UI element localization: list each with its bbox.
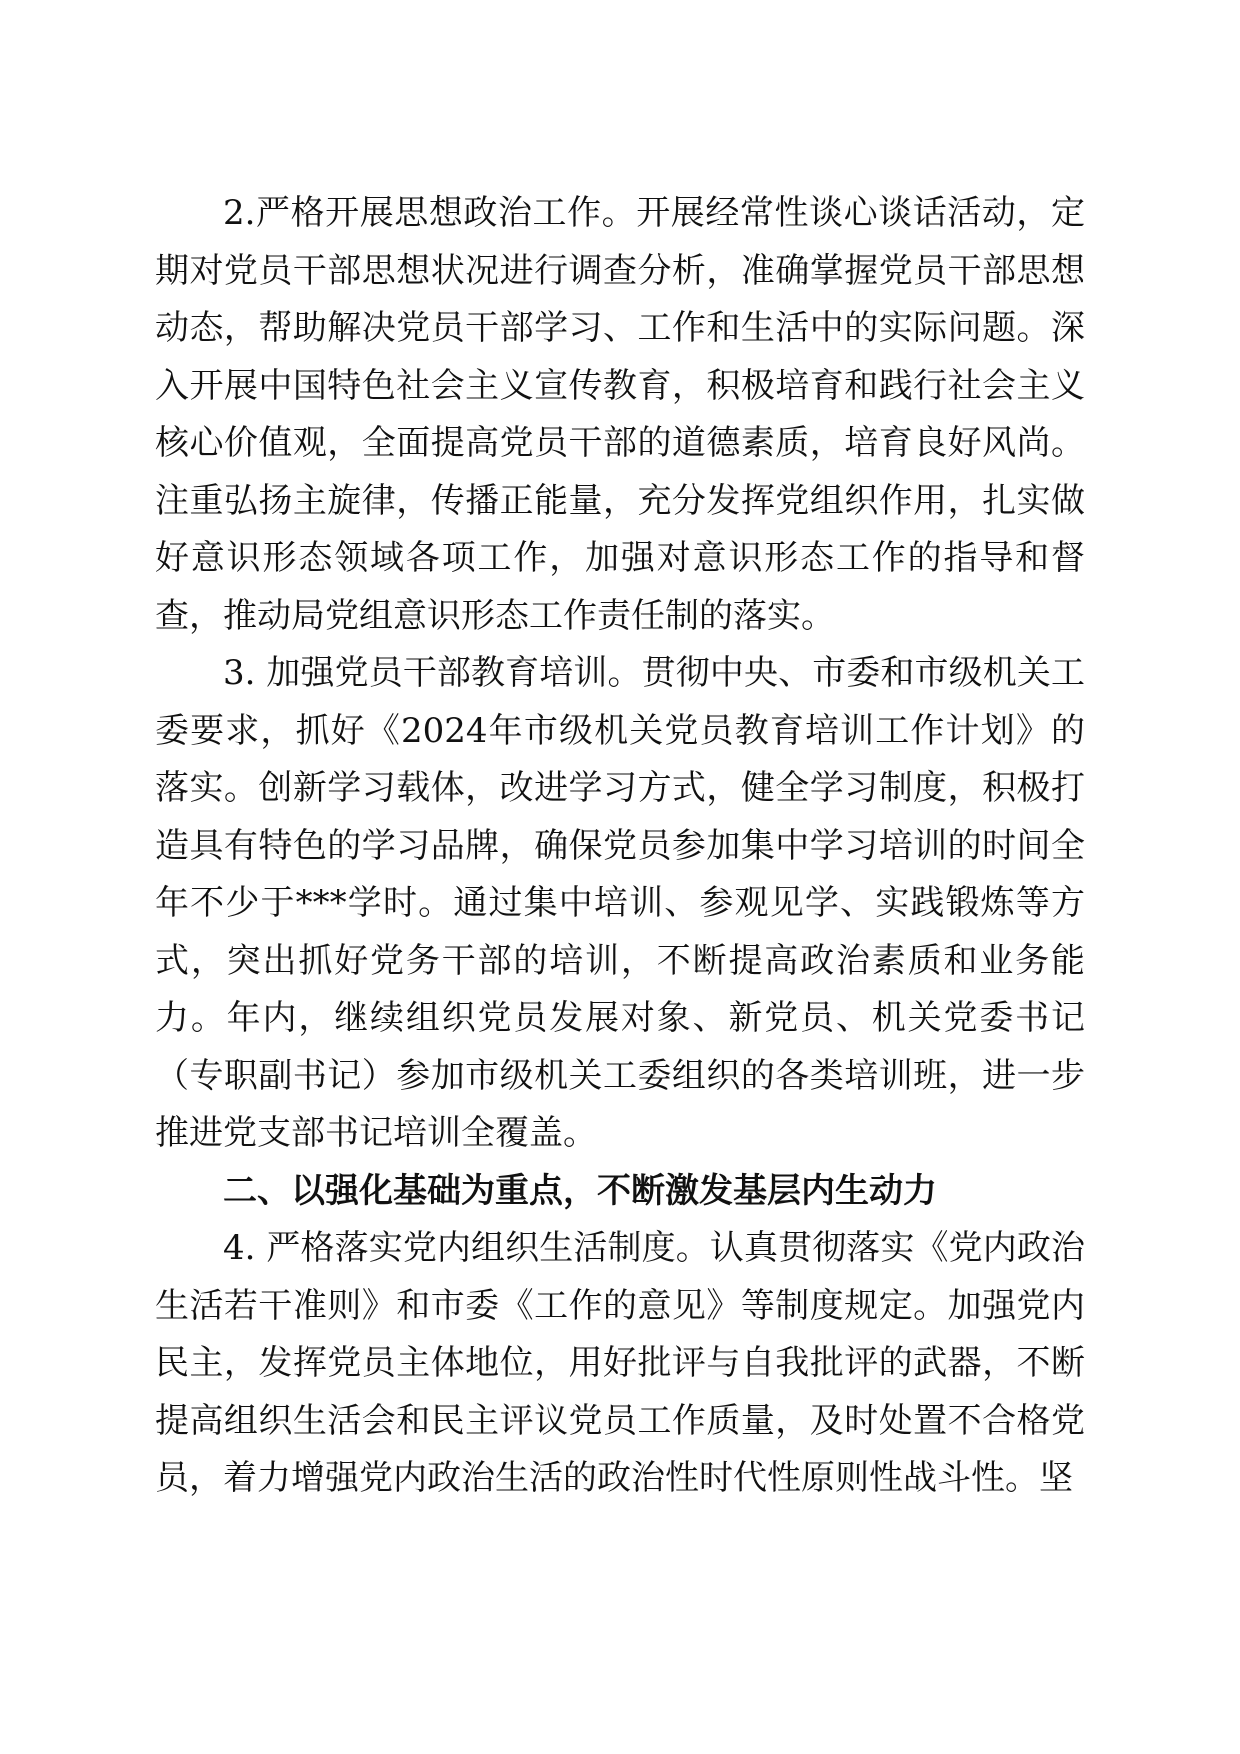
section-heading: 二、以强化基础为重点，不断激发基层内生动力 — [223, 1170, 937, 1211]
paragraph-ideological-work: 2.严格开展思想政治工作。开展经常性谈心谈话活动，定期对党员干部思想状况进行调查分析，准确掌握党员干部思想动态，帮助解决党员干部学习、工作和生活中的实际问题。深入开展中国特色社会主义宣传教育，积极培育和践行社会主义核心价值观，全面提高党员干部的道德素质，培育良好风尚。注重弘扬主旋律，传播正能量，充分发挥党组织作用，扎实做好意识形态领域各项工作，加强对意识形态工作的指导和督查，推动局党组意识形态工作责任制的落实。 — [155, 193, 1085, 636]
document-body — [155, 185, 1085, 1508]
paragraph-education-training: 3. 加强党员干部教育培训。贯彻中央、市委和市级机关工委要求，抓好《2024年市级机关党员教育培训工作计划》的落实。创新学习载体，改进学习方式，健全学习制度，积极打造具有特色的学习品牌，确保党员参加集中学习培训的时间全年不少于***学时。通过集中培训、参观见学、实践锻炼等方式，突出抓好党务干部的培训，不断提高政治素质和业务能力。年内，继续组织党员发展对象、新党员、机关党委书记（专职副书记）参加市级机关工委组织的各类培训班，进一步推进党支部书记培训全覆盖。 — [155, 653, 1085, 1153]
paragraph-organizational-life: 4. 严格落实党内组织生活制度。认真贯彻落实《党内政治生活若干准则》和市委《工作的意见》等制度规定。加强党内民主，发挥党员主体地位，用好批评与自我批评的武器，不断提高组织生活会和民主评议党员工作质量，及时处置不合格党员，着力增强党内政治生活的政治性时代性原则性战斗性。坚 — [155, 1228, 1085, 1498]
